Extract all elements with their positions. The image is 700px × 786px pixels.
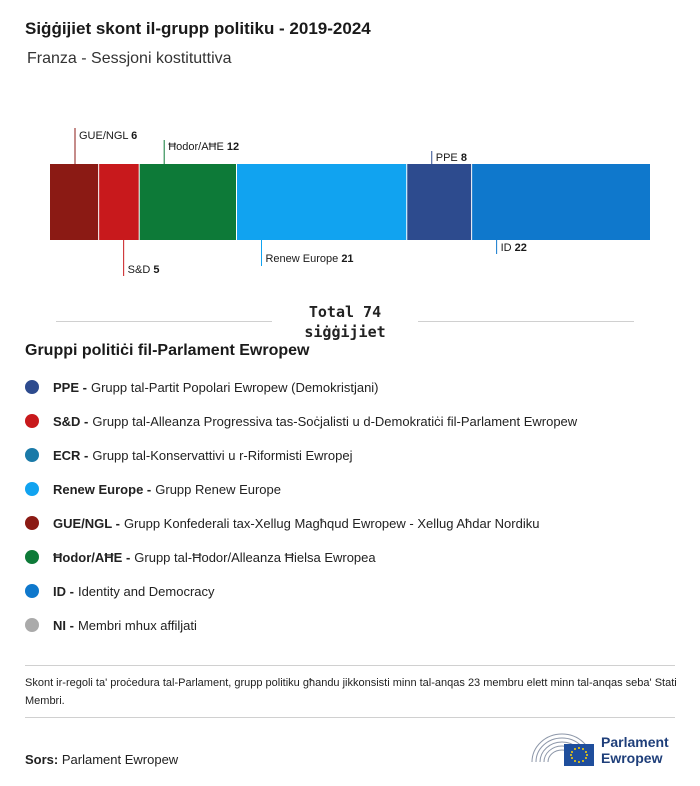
legend-item (25, 438, 685, 472)
legend (25, 370, 685, 642)
bar-segment (99, 164, 140, 240)
legend-item (25, 506, 685, 540)
bar-label-category: S&D (127, 264, 154, 276)
legend-item (25, 472, 685, 506)
footnote: Skont ir-regoli ta' proċedura tal-Parlament, grupp politiku għandu jikkonsisti minn tal-anqas 23 membru elett minn tal-anqas seba' Stati Membri. (25, 677, 677, 707)
legend-item (25, 404, 685, 438)
total-seats-line1: Total 74 (308, 303, 382, 321)
bar-label (128, 264, 160, 276)
legend-code: Ħodor/AĦE - (53, 549, 131, 565)
legend-item (25, 574, 685, 608)
bar-label (501, 242, 527, 254)
total-seats-line2: siġġijiet (304, 323, 386, 341)
source (25, 752, 178, 767)
source-label: Sors: (25, 752, 59, 767)
stacked-bar-chart (0, 120, 700, 290)
bar-label-category: Ħodor/AĦE (168, 141, 227, 153)
source-value: Parlament Ewropew (61, 752, 179, 767)
logo-text-line1: Parlament (601, 734, 669, 750)
bar-segment (407, 164, 472, 240)
legend-code: NI - (53, 617, 74, 633)
hemicycle-flag-icon (530, 728, 596, 768)
legend-label: Grupp tal-Ħodor/Alleanza Ħielsa Ewropea (134, 549, 376, 565)
footer-divider-top (25, 665, 675, 666)
legend-dot-icon (25, 380, 39, 394)
bar-label-category: PPE (435, 152, 461, 164)
chart-title: Siġġijiet skont il-grupp politiku - 2019-2024 (25, 19, 371, 38)
legend-dot-icon (25, 482, 39, 496)
legend-label: Identity and Democracy (77, 583, 215, 599)
bar-label (265, 253, 353, 265)
chart-subtitle: Franza - Sessjoni kostituttiva (27, 50, 232, 67)
bar-label-value: 22 (514, 242, 527, 254)
bar-label-value: 6 (131, 130, 138, 142)
legend-dot-icon (25, 550, 39, 564)
bar-label-value: 8 (460, 152, 467, 164)
footer-divider-bottom (25, 717, 675, 718)
legend-item (25, 370, 685, 404)
legend-item (25, 540, 685, 574)
bar-label-value: 12 (226, 141, 240, 153)
bar-segment (139, 164, 236, 240)
legend-label: Grupp Konfederali tax-Xellug Magħqud Ewropew - Xellug Aħdar Nordiku (123, 515, 540, 531)
total-divider-right (418, 321, 634, 322)
legend-code: GUE/NGL - (53, 515, 120, 531)
bar-label-category: Renew Europe (265, 253, 342, 265)
legend-label: Grupp tal-Alleanza Progressiva tas-Soċjalisti u d-Demokratiċi fil-Parlament Ewropew (92, 413, 578, 429)
bar-label (436, 152, 467, 164)
legend-dot-icon (25, 414, 39, 428)
legend-title: Gruppi politiċi fil-Parlament Ewropew (25, 342, 310, 359)
bar-label (79, 130, 137, 142)
legend-dot-icon (25, 618, 39, 632)
legend-dot-icon (25, 584, 39, 598)
legend-code: Renew Europe - (53, 481, 152, 497)
legend-code: S&D - (53, 413, 89, 429)
legend-label: Membri mhux affiljati (77, 617, 197, 633)
total-seats (272, 302, 418, 342)
bar-label-category: ID (500, 242, 515, 254)
logo-text (601, 734, 669, 766)
logo-text-line2: Ewropew (601, 750, 663, 766)
bar-label-value: 5 (153, 264, 160, 276)
legend-dot-icon (25, 516, 39, 530)
legend-label: Grupp tal-Partit Popolari Ewropew (Demokristjani) (90, 379, 379, 395)
legend-label: Grupp tal-Konservattivi u r-Riformisti Ewropej (92, 447, 353, 463)
bar-label-value: 21 (341, 253, 354, 265)
total-divider-left (56, 321, 272, 322)
bar-segment (472, 164, 650, 240)
bar-segment (236, 164, 406, 240)
bar-label-category: GUE/NGL (79, 130, 132, 142)
legend-label: Grupp Renew Europe (155, 481, 281, 497)
european-parliament-logo (530, 728, 680, 768)
bar-label (168, 141, 239, 153)
legend-code: ECR - (53, 447, 89, 463)
legend-code: ID - (53, 583, 74, 599)
bar-segment (50, 164, 99, 240)
legend-code: PPE - (53, 379, 87, 395)
legend-dot-icon (25, 448, 39, 462)
legend-item (25, 608, 685, 642)
